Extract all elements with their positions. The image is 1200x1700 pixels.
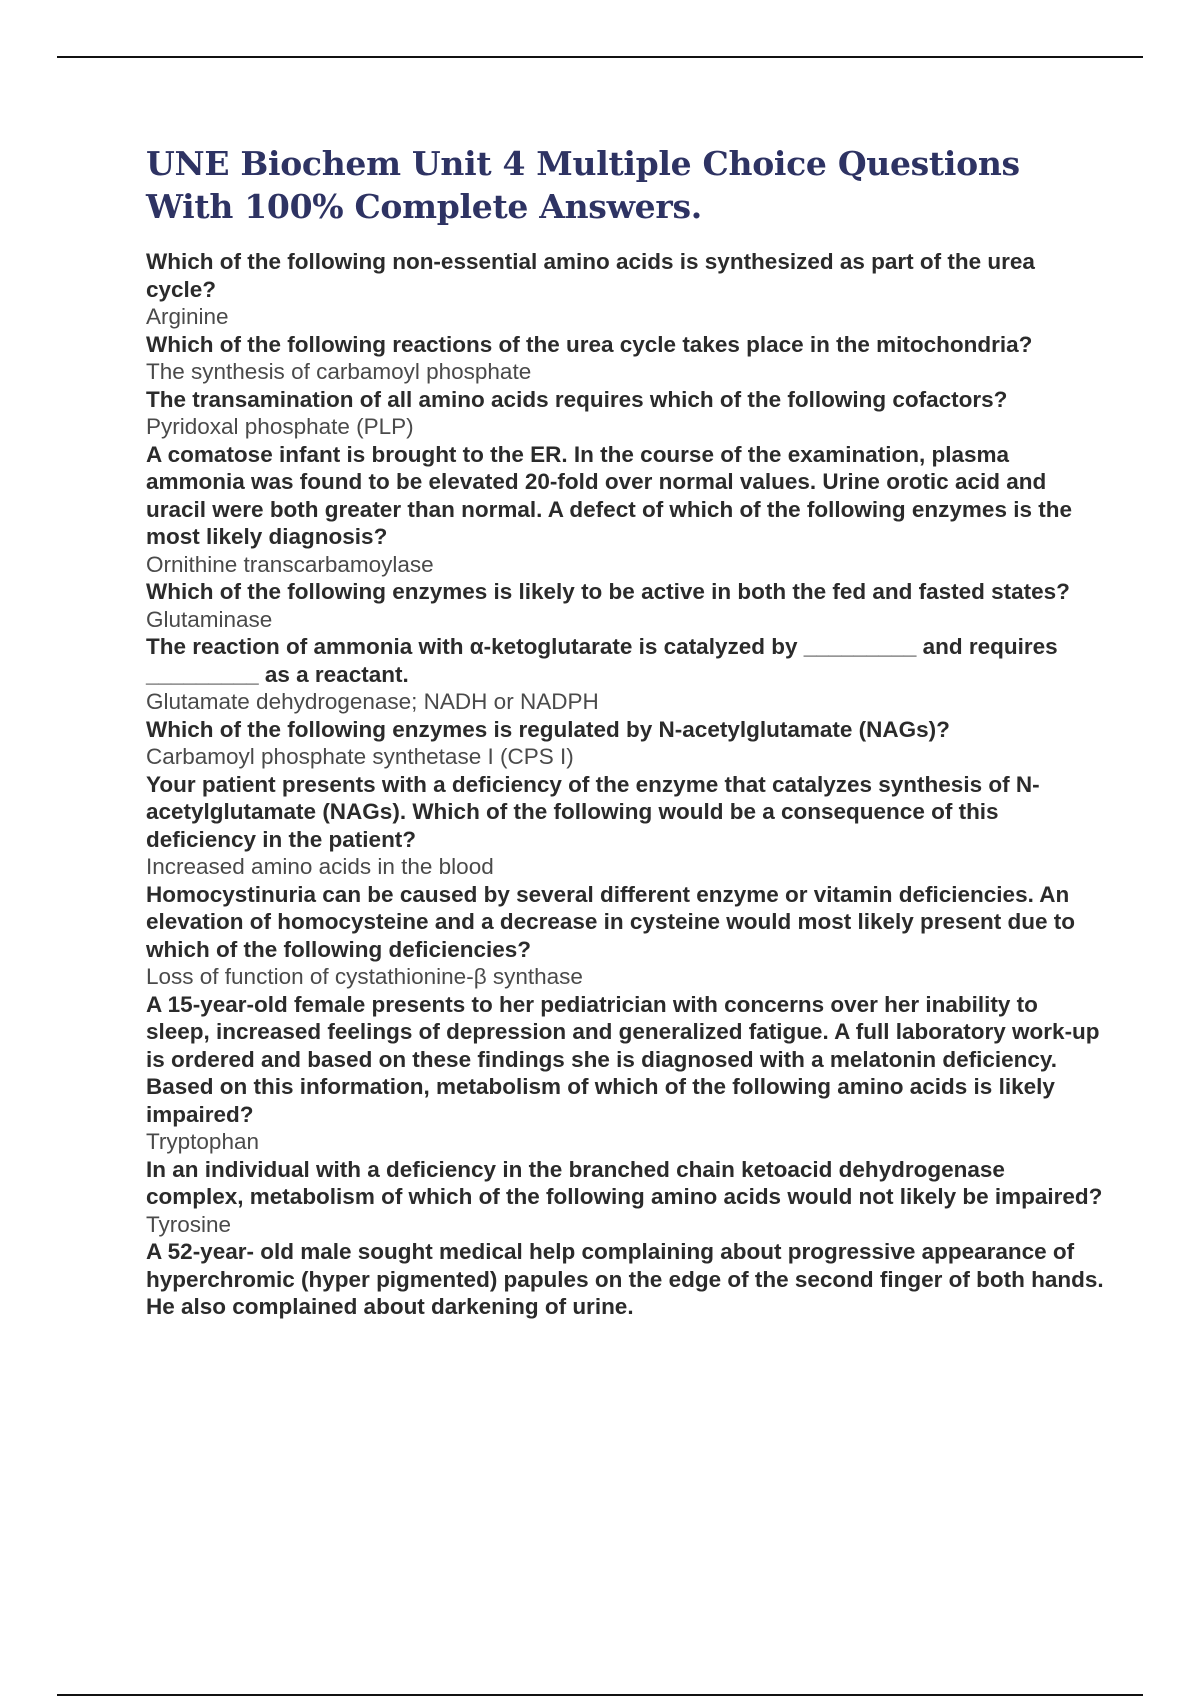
question-text: Which of the following enzymes is likely to be active in both the fed and fasted states?: [146, 579, 1070, 604]
question-text: The transamination of all amino acids requires which of the following cofactors?: [146, 386, 1008, 412]
answer-text: Arginine: [146, 304, 229, 329]
answer-text: Increased amino acids in the blood: [146, 854, 494, 879]
answer-text: Carbamoyl phosphate synthetase I (CPS I): [146, 744, 574, 769]
question-text: Homocystinuria can be caused by several different enzyme or vitamin deficiencies. An elevation of homocysteine and a decrease in cysteine would most likely present due to which of the following deficiencies?: [146, 881, 1076, 962]
answer-text: Tryptophan: [146, 1129, 259, 1154]
qa-item-11: [146, 1156, 1106, 1239]
qa-item-5: [146, 578, 1106, 633]
qa-item-8: [146, 771, 1106, 881]
answer-text: Pyridoxal phosphate (PLP): [146, 414, 414, 439]
qa-item-7: [146, 716, 1106, 771]
question-text: Which of the following non-essential amino acids is synthesized as part of the urea cycle?: [146, 249, 1035, 302]
qa-item-3: [146, 386, 1106, 441]
answer-text: The synthesis of carbamoyl phosphate: [146, 359, 532, 384]
question-text: Your patient presents with a deficiency of the enzyme that catalyzes synthesis of N-acetylglutamate (NAGs). Which of the following would be a consequence of this deficiency in the patient?: [146, 771, 1040, 852]
answer-text: Loss of function of cystathionine-β synthase: [146, 964, 583, 989]
qa-item-10: [146, 991, 1106, 1156]
top-rule: [57, 56, 1143, 58]
qa-item-9: [146, 881, 1106, 991]
bottom-rule: [57, 1694, 1143, 1696]
question-text: Which of the following enzymes is regulated by N-acetylglutamate (NAGs)?: [146, 716, 950, 742]
answer-text: Tyrosine: [146, 1211, 232, 1237]
question-text: In an individual with a deficiency in the branched chain ketoacid dehydrogenase complex, metabolism of which of the following amino acids would not likely be impaired?: [146, 1156, 1103, 1209]
question-text: Which of the following reactions of the urea cycle takes place in the mitochondria?: [146, 331, 1033, 357]
question-text: A 52-year- old male sought medical help complaining about progressive appearance of hyperchromic (hyper pigmented) papules on the edge of the second finger of both hands. He also complained about darkening of urine.: [146, 1239, 1104, 1319]
answer-text: Glutaminase: [146, 606, 273, 632]
qa-item-4: [146, 441, 1106, 579]
qa-item-2: [146, 331, 1106, 386]
document-title: UNE Biochem Unit 4 Multiple Choice Questions With 100% Complete Answers.: [146, 144, 1020, 226]
qa-item-6: [146, 633, 1106, 716]
question-text: A 15-year-old female presents to her pediatrician with concerns over her inability to sleep, increased feelings of depression and generalized fatigue. A full laboratory work-up is ordered and based on these findings she is diagnosed with a melatonin deficiency. Based on this information, metabolism of which of the following amino acids is likely impaired?: [146, 991, 1100, 1127]
document-body: [146, 142, 1106, 1321]
qa-item-12: [146, 1238, 1106, 1321]
answer-text: Ornithine transcarbamoylase: [146, 551, 434, 577]
qa-item-1: [146, 248, 1106, 331]
question-text: A comatose infant is brought to the ER. In the course of the examination, plasma ammonia was found to be elevated 20-fold over normal values. Urine orotic acid and uracil were both greater than normal. A defect of which of the following enzymes is the most likely diagnosis?: [146, 441, 1072, 549]
answer-text: Glutamate dehydrogenase; NADH or NADPH: [146, 689, 599, 714]
question-text: The reaction of ammonia with α-ketoglutarate is catalyzed by _________ and requires _________ as a reactant.: [146, 634, 1058, 687]
